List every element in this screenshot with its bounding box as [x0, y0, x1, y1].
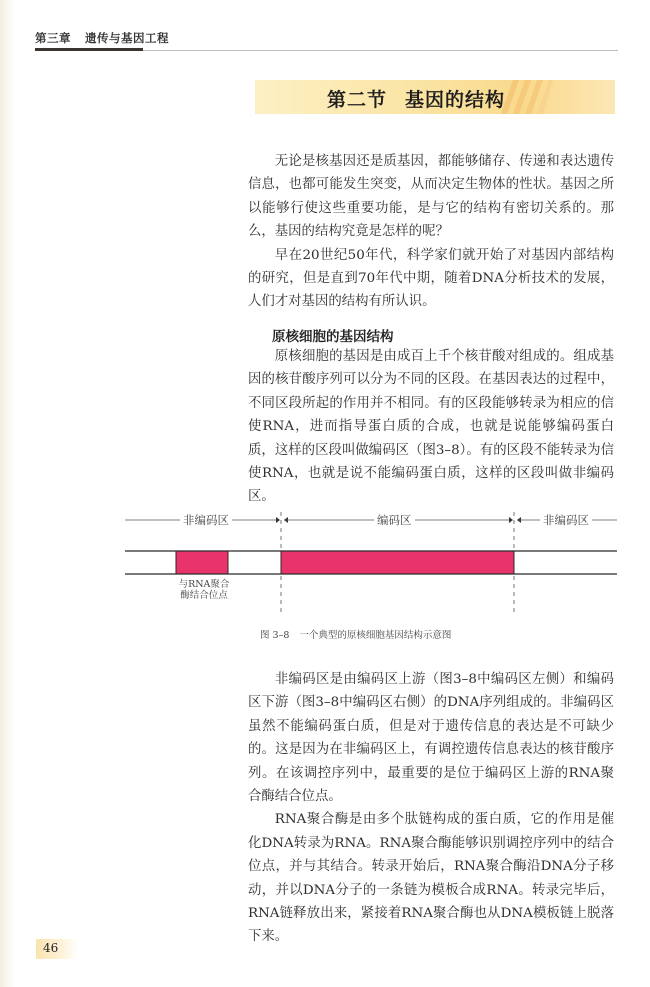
- figure-caption: [260, 627, 451, 641]
- gene-structure-diagram: [0, 500, 650, 620]
- header-rule: [143, 50, 618, 51]
- label-noncoding-upstream: 非编码区: [180, 513, 232, 527]
- chapter-title: 遗传与基因工程: [85, 31, 169, 45]
- rna-polymerase-binding-site-label: [174, 579, 234, 601]
- site-label-line: 酶结合位点: [180, 590, 228, 601]
- subsection-text: [248, 345, 614, 509]
- chapter-header: [35, 30, 169, 46]
- paragraph: 早在20世纪50年代，科学家们就开始了对基因内部结构的研究，但是直到70年代中期，随着DNA分析技术的发展，人们才对基因的结构有所认识。: [248, 247, 614, 310]
- subsection-heading: 原核细胞的基因结构: [272, 329, 394, 345]
- chapter-number: 第三章: [35, 31, 71, 45]
- after-figure-text: [248, 668, 614, 949]
- site-label-line: 与RNA聚合: [178, 579, 230, 590]
- caption-number: 图 3–8: [260, 630, 290, 641]
- page-edge-shadow: [0, 0, 14, 987]
- label-coding-region: 编码区: [374, 513, 415, 527]
- section-banner: [255, 80, 615, 114]
- page-number: 46: [43, 941, 59, 955]
- section-number: 第二节: [326, 89, 387, 111]
- intro-text: [248, 150, 614, 314]
- paragraph: 原核细胞的基因是由成百上千个核苷酸对组成的。组成基因的核苷酸序列可以分为不同的区段。在基因表达的过程中，不同区段所起的作用并不相同。有的区段能够转录为相应的信使RNA，进而指导蛋白质的合成，也就是说能够编码蛋白质，这样的区段叫做编码区（图3–8）。有的区段不能转录为信使RNA，也就是说不能编码蛋白质，这样的区段叫做非编码区。: [248, 349, 614, 505]
- paragraph: 无论是核基因还是质基因，都能够储存、传递和表达遗传信息，也都可能发生突变，从而决定生物体的性状。基因之所以能够行使这些重要功能，是与它的结构有密切关系的。那么，基因的结构究竟是怎样的呢？: [248, 154, 614, 240]
- paragraph: RNA聚合酶是由多个肽链构成的蛋白质，它的作用是催化DNA转录为RNA。RNA聚合酶能够识别调控序列中的结合位点，并与其结合。转录开始后，RNA聚合酶沿DNA分子移动，并以DNA分子的一条链为模板合成RNA。转录完毕后，RNA链释放出来，紧接着RNA聚合酶也从DNA模板链上脱落下来。: [248, 812, 614, 945]
- paragraph: 非编码区是由编码区上游（图3–8中编码区左侧）和编码区下游（图3–8中编码区右侧）的DNA序列组成的。非编码区虽然不能编码蛋白质，但是对于遗传信息的表达是不可缺少的。这是因为在非编码区上，有调控遗传信息表达的核苷酸序列。在该调控序列中，最重要的是位于编码区上游的RNA聚合酶结合位点。: [248, 672, 614, 805]
- caption-text: 一个典型的原核细胞基因结构示意图: [299, 630, 452, 641]
- section-title: [255, 85, 615, 112]
- section-name: 基因的结构: [405, 89, 506, 111]
- label-noncoding-downstream: 非编码区: [540, 513, 592, 527]
- header-rule-accent: [35, 48, 143, 51]
